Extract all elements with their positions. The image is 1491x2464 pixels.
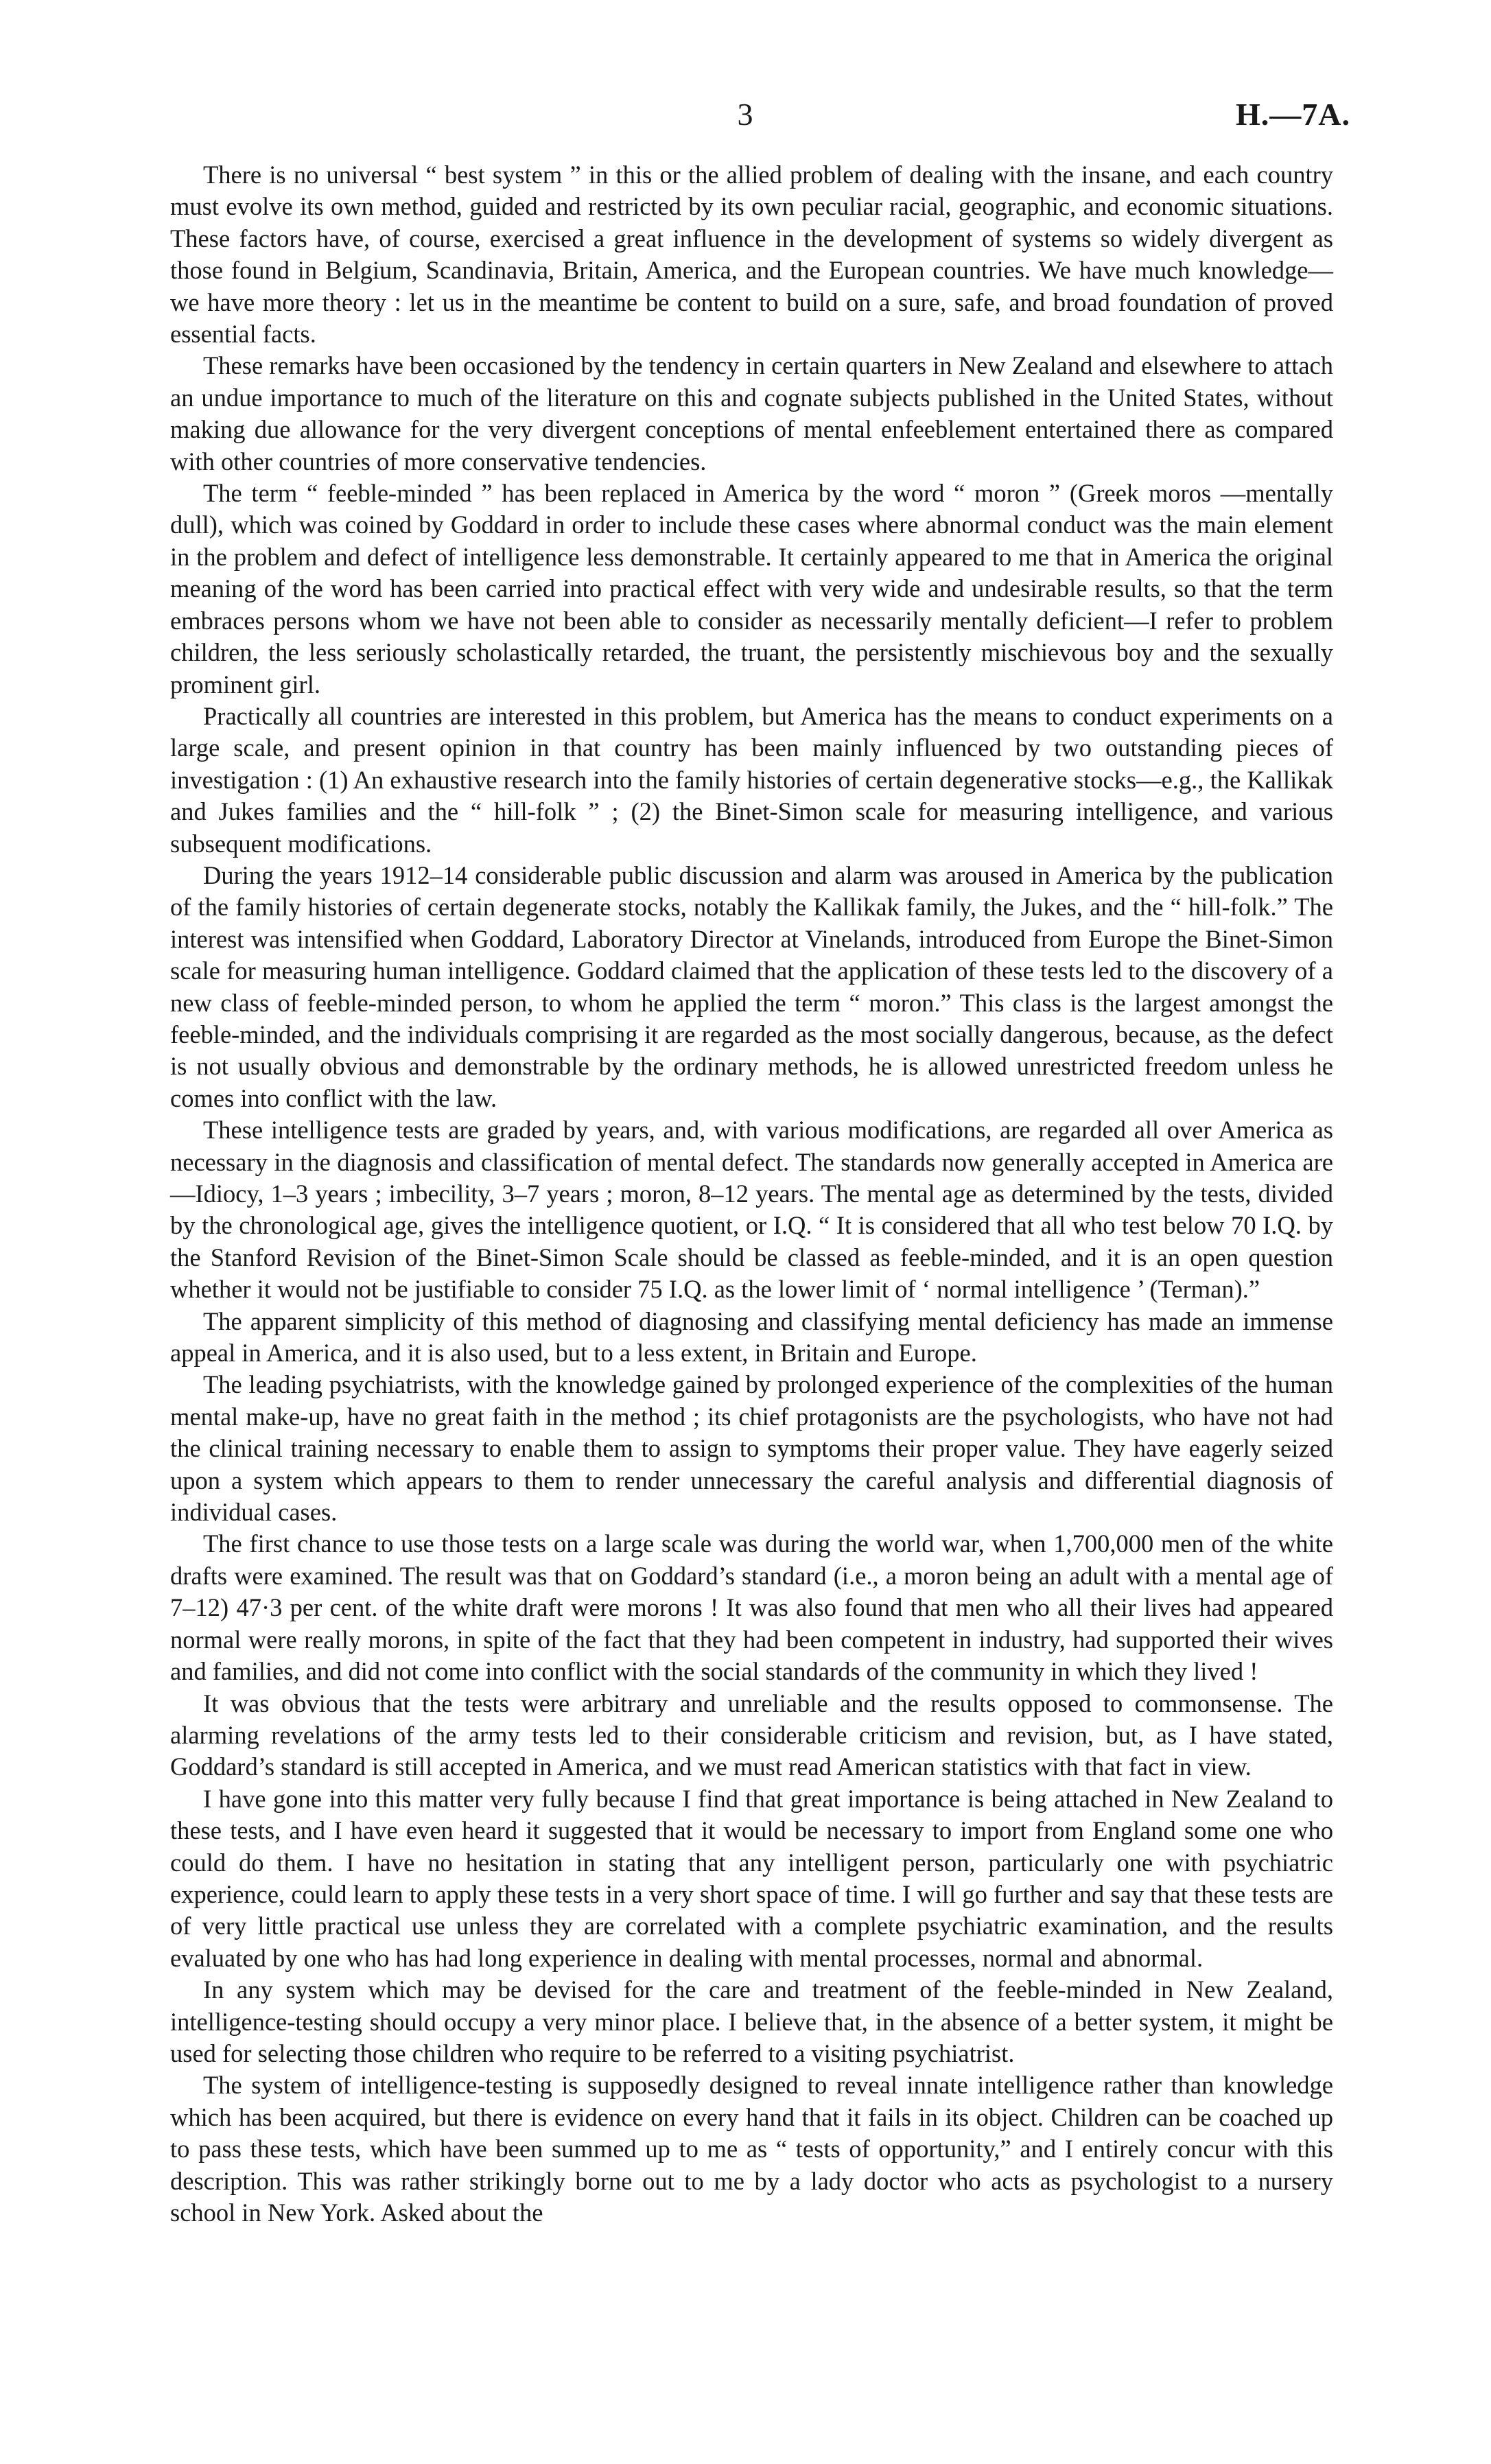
paragraph-apparent-simplicity: The apparent simplicity of this method of diagnosing and classifying mental deficiency has made an immense appeal in America, and it is also used, but to a less extent, in Britain and Europe.	[170, 1306, 1333, 1368]
paragraph-world-war-tests: The first chance to use those tests on a large scale was during the world war, when 1,700,000 men of the white drafts were examined. The result was that on Goddard’s standard (i.e., a moron being an adult with a mental age of 7–12) 47·3 per cent. of the white draft were morons ! It was also found that men who all their lives had appeared normal were really morons, in spite of the fact that they had been competent in industry, had supported their wives and families, and did not come into conflict with the social standards of the community in which they lived !	[170, 1529, 1333, 1686]
paragraph-leading-psychiatrists: The leading psychiatrists, with the knowledge gained by prolonged experience of the complexities of the human mental make-up, have no great faith in the method ; its chief protagonists are the psychologists, who have not had the clinical training necessary to enable them to assign to symptoms their proper value. They have eagerly seized upon a system which appears to them to render unnecessary the careful analysis and differential diagnosis of individual cases.	[170, 1370, 1333, 1527]
paragraph-years-1912-14: During the years 1912–14 considerable public discussion and alarm was aroused in America by the publication of the family histories of certain degenerate stocks, notably the Kallikak family, the Jukes, and the “ hill-folk.” The interest was intensified when Goddard, Laboratory Director at Vinelands, introduced from Europe the Binet-Simon scale for measuring human intelligence. Goddard claimed that the application of these tests led to the discovery of a new class of feeble-minded person, to whom he applied the term “ moron.” This class is the largest amongst the feeble-minded, and the individuals comprising it are regarded as the most socially dangerous, because, as the defect is not usually obvious and demonstrable by the ordinary methods, he is allowed unrestricted freedom unless he comes into conflict with the law.	[170, 860, 1333, 1112]
paragraph-minor-place: In any system which may be devised for the care and treatment of the feeble-minded in New Zealand, intelligence-testing should occupy a very minor place. I believe that, in the absence of a better system, it might be used for selecting those children who require to be referred to a visiting psychiatrist.	[170, 1975, 1333, 2067]
paragraph-tests-arbitrary: It was obvious that the tests were arbitrary and unreliable and the results opposed to commonsense. The alarming revelations of the army tests led to their considerable criticism and revision, but, as I have stated, Goddard’s standard is still accepted in America, and we must read American statistics with that fact in view.	[170, 1689, 1333, 1781]
page-number: 3	[737, 97, 753, 132]
paragraph-universal-system: There is no universal “ best system ” in this or the allied problem of dealing with the insane, and each country must evolve its own method, guided and restricted by its own peculiar racial, geographic, and economic situations. These factors have, of course, exercised a great influence in the development of systems so widely divergent as those found in Belgium, Scandinavia, Britain, America, and the European countries. We have much knowledge—we have more theory : let us in the meantime be content to build on a sure, safe, and broad foundation of proved essential facts.	[170, 161, 1333, 349]
paragraph-remarks-occasioned: These remarks have been occasioned by the tendency in certain quarters in New Zealand and elsewhere to attach an undue importance to much of the literature on this and cognate subjects published in the United States, without making due allowance for the very divergent conceptions of mental enfeeblement entertained there as compared with other countries of more conservative tendencies.	[170, 351, 1333, 476]
paragraph-new-zealand-importance: I have gone into this matter very fully because I find that great importance is being attached in New Zealand to these tests, and I have even heard it suggested that it would be necessary to import from England some one who could do them. I have no hesitation in stating that any intelligent person, particularly one with psychiatric experience, could learn to apply these tests in a very short space of time. I will go further and say that these tests are of very little practical use unless they are correlated with a complete psychiatric examination, and the results evaluated by one who has had long experience in dealing with mental processes, normal and abnormal.	[170, 1784, 1333, 1972]
page-header	[0, 96, 1491, 137]
paragraph-term-moron: The term “ feeble-minded ” has been replaced in America by the word “ moron ” (Greek moros —mentally dull), which was coined by Goddard in order to include these cases where abnormal conduct was the main element in the problem and defect of intelligence less demonstrable. It certainly appeared to me that in America the original meaning of the word has been carried into practical effect with very wide and undesirable results, so that the term embraces persons whom we have not been able to consider as necessarily mentally deficient—I refer to problem children, the less seriously scholastically retarded, the truant, the persistently mischievous boy and the sexually prominent girl.	[170, 479, 1333, 699]
paragraph-intelligence-tests-graded: These intelligence tests are graded by years, and, with various modifications, are regarded all over America as necessary in the diagnosis and classification of mental defect. The standards now generally accepted in America are—Idiocy, 1–3 years ; imbecility, 3–7 years ; moron, 8–12 years. The mental age as determined by the tests, divided by the chronological age, gives the intelligence quotient, or I.Q. “ It is considered that all who test below 70 I.Q. by the Stanford Revision of the Binet-Simon Scale should be classed as feeble-minded, and it is an open question whether it would not be justifiable to consider 75 I.Q. as the lower limit of ‘ normal intelligence ’ (Terman).”	[170, 1116, 1333, 1304]
document-reference: H.—7A.	[1236, 97, 1350, 132]
paragraph-innate-intelligence: The system of intelligence-testing is supposedly designed to reveal innate intelligence rather than knowledge which has been acquired, but there is evidence on every hand that it fails in its object. Children can be coached up to pass these tests, which have been summed up to me as “ tests of opportunity,” and I entirely concur with this description. This was rather strikingly borne out to me by a lady doctor who acts as psychologist to a nursery school in New York. Asked about the	[170, 2071, 1333, 2227]
body-text	[170, 159, 1333, 2229]
paragraph-countries-interested: Practically all countries are interested in this problem, but America has the means to conduct experiments on a large scale, and present opinion in that country has been mainly influenced by two outstanding pieces of investigation : (1) An exhaustive research into the family histories of certain degenerative stocks—e.g., the Kallikak and Jukes families and the “ hill-folk ” ; (2) the Binet-Simon scale for measuring intelligence, and various subsequent modifications.	[170, 701, 1333, 858]
